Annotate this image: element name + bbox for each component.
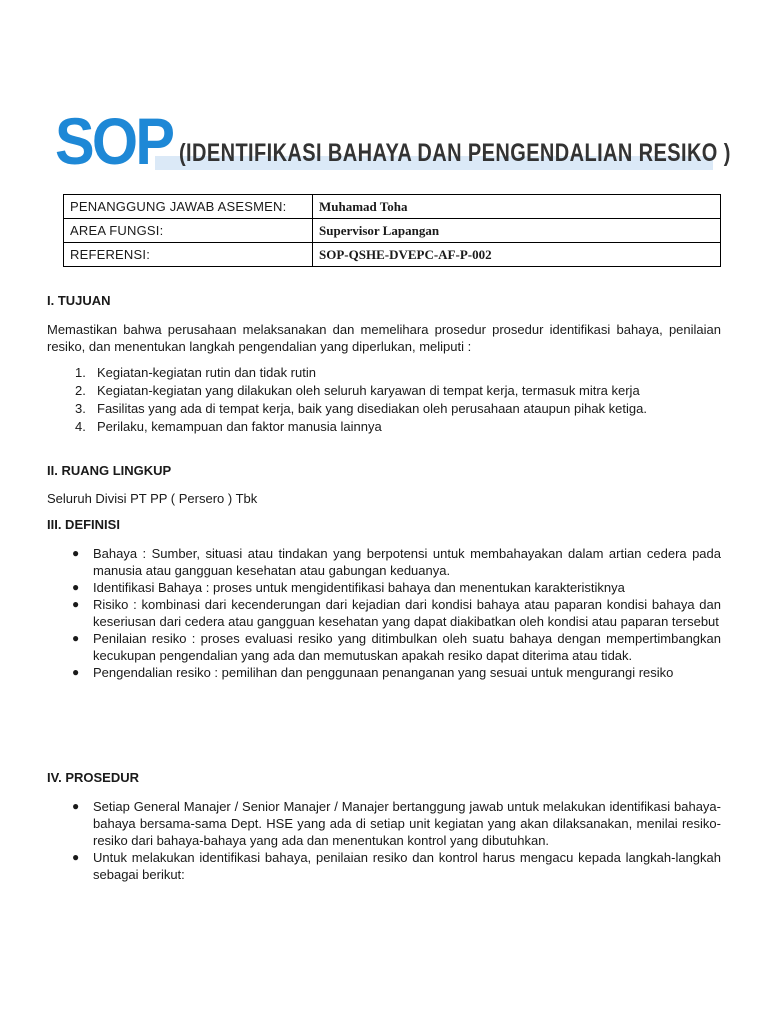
list-item: ● Bahaya : Sumber, situasi atau tindakan yang berpotensi untuk membahayakan dalam artian cedera pada manusia atau gangguan kesehatan atau gabungan keduanya. — [72, 546, 721, 578]
tujuan-list — [75, 364, 721, 436]
list-item: ● Risiko : kombinasi dari kecenderungan dari kejadian dari kondisi bahaya atau paparan kondisi bahaya dan keseriusan dari cedera atau gangguan kesehatan yang dapat diakibatkan oleh kondisi atau paparan tersebut — [72, 597, 721, 629]
ruang-lingkup-text: Seluruh Divisi PT PP ( Persero ) Tbk — [47, 491, 258, 506]
section-heading-tujuan: I. TUJUAN — [47, 293, 111, 308]
table-row — [64, 219, 721, 243]
bullet-icon: ● — [72, 597, 80, 611]
table-row — [64, 243, 721, 267]
prosedur-list — [72, 798, 721, 883]
document-title: (IDENTIFIKASI BAHAYA DAN PENGENDALIAN RESIKO ) — [179, 139, 731, 167]
bullet-icon: ● — [72, 580, 80, 594]
table-row — [64, 195, 721, 219]
section-heading-prosedur: IV. PROSEDUR — [47, 770, 139, 785]
list-item: ● Penilaian resiko : proses evaluasi resiko yang ditimbulkan oleh suatu bahaya dengan mempertimbangkan kecukupan pengendalian yang ada dan memutuskan apakah resiko dapat diterima atau tidak. — [72, 631, 721, 663]
info-label: REFERENSI: — [64, 243, 313, 267]
bullet-icon: ● — [72, 850, 80, 864]
info-label: PENANGGUNG JAWAB ASESMEN: — [64, 195, 313, 219]
info-label: AREA FUNGSI: — [64, 219, 313, 243]
info-value: SOP-QSHE-DVEPC-AF-P-002 — [313, 243, 721, 267]
list-item: ● Setiap General Manajer / Senior Manajer / Manajer bertanggung jawab untuk melakukan identifikasi bahaya-bahaya bersama-sama Dept. HSE yang ada di setiap unit kegiatan yang akan dilaksanakan, menilai resiko-resiko dari bahaya-bahaya yang ada dan menentukan kontrol yang dibutuhkan. — [72, 799, 721, 848]
definisi-list — [72, 545, 721, 681]
bullet-icon: ● — [72, 799, 80, 813]
bullet-icon: ● — [72, 546, 80, 560]
list-item: ● Identifikasi Bahaya : proses untuk mengidentifikasi bahaya dan menentukan karakteristiknya — [72, 580, 625, 595]
section-heading-ruang-lingkup: II. RUANG LINGKUP — [47, 463, 172, 478]
list-item: ● Pengendalian resiko : pemilihan dan penggunaan penanganan yang sesuai untuk mengurangi resiko — [72, 665, 674, 680]
info-value: Supervisor Lapangan — [313, 219, 721, 243]
sop-logo: SOP — [55, 104, 173, 178]
bullet-icon: ● — [72, 631, 80, 645]
list-item: 1. Kegiatan-kegiatan rutin dan tidak rutin — [75, 365, 316, 380]
list-item: 3. Fasilitas yang ada di tempat kerja, baik yang disediakan oleh perusahaan ataupun pihak ketiga. — [75, 401, 647, 416]
section-heading-definisi: III. DEFINISI — [47, 517, 120, 532]
info-table — [63, 194, 721, 267]
list-item: 4. Perilaku, kemampuan dan faktor manusia lainnya — [75, 419, 382, 434]
tujuan-intro: Memastikan bahwa perusahaan melaksanakan dan memelihara prosedur prosedur identifikasi bahaya, penilaian resiko, dan menentukan langkah pengendalian yang diperlukan, meliputi : — [47, 322, 721, 354]
info-value: Muhamad Toha — [313, 195, 721, 219]
bullet-icon: ● — [72, 665, 80, 679]
document-header — [55, 104, 731, 178]
list-item: 2. Kegiatan-kegiatan yang dilakukan oleh seluruh karyawan di tempat kerja, termasuk mitra kerja — [75, 383, 640, 398]
list-item: ● Untuk melakukan identifikasi bahaya, penilaian resiko dan kontrol harus mengacu kepada langkah-langkah sebagai berikut: — [72, 850, 721, 882]
